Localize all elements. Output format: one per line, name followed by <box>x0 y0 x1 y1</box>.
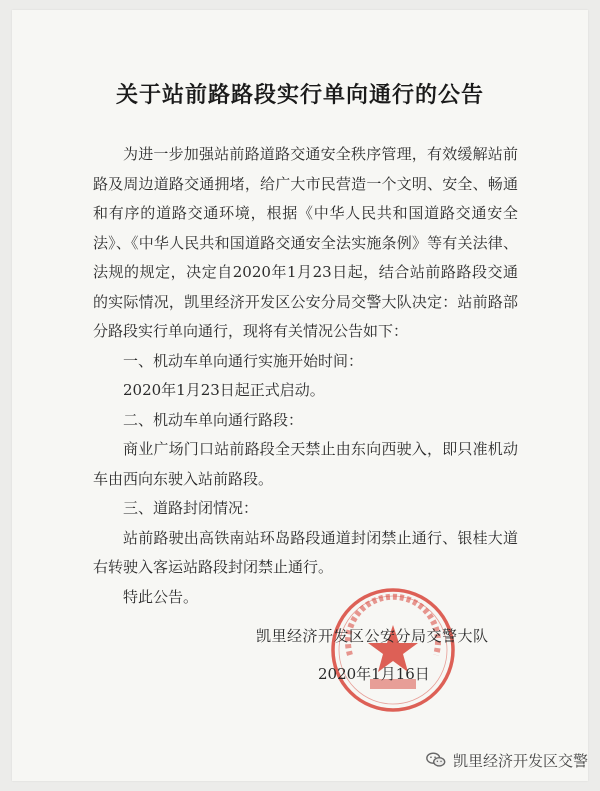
section-heading-1: 一、机动车单向通行实施开始时间： <box>123 351 364 370</box>
watermark-text: 凯里经济开发区交警 <box>452 751 588 770</box>
section-heading-3: 三、道路封闭情况： <box>123 499 259 517</box>
section-content-1: 2020年1月23日起正式启动。 <box>123 381 325 399</box>
section-heading-2: 二、机动车单向通行路段： <box>123 410 304 429</box>
signature-organization: 凯里经济开发区公安分局交警大队 <box>256 627 489 645</box>
paragraph-intro: 为进一步加强站前路道路交通安全秩序管理，有效缓解站前路及周边道路交通拥堵，给广大市民营造一个文明、安全、畅通和有序的道路交通环境，根据《中华人民共和国道路交通安全法》、《中华人民共和国道路交通安全法实施条例》等有关法律、法规的规定，决定自2020年1月23日起，结合站前路路段交通的实际情况，凯里经济开发区公安分局交警大队决定：站前路部分路段实行单向通行，现将有关情况公告如下： <box>93 145 518 340</box>
page-title: 关于站前路路段实行单向通行的公告 <box>115 82 484 108</box>
official-seal-stamp <box>328 585 458 715</box>
wechat-watermark <box>425 749 588 771</box>
closing-statement: 特此公告。 <box>123 587 199 606</box>
document-body <box>93 140 518 612</box>
wechat-icon <box>425 749 447 771</box>
section-content-2: 商业广场门口站前路段全天禁止由东向西驶入，即只准机动车由西向东驶入站前路段。 <box>93 440 518 488</box>
section-content-3: 站前路驶出高铁南站环岛路段通道封闭禁止通行、银桂大道右转驶入客运站路段封闭禁止通行。 <box>93 528 518 576</box>
signature-date: 2020年1月16日 <box>318 665 430 683</box>
